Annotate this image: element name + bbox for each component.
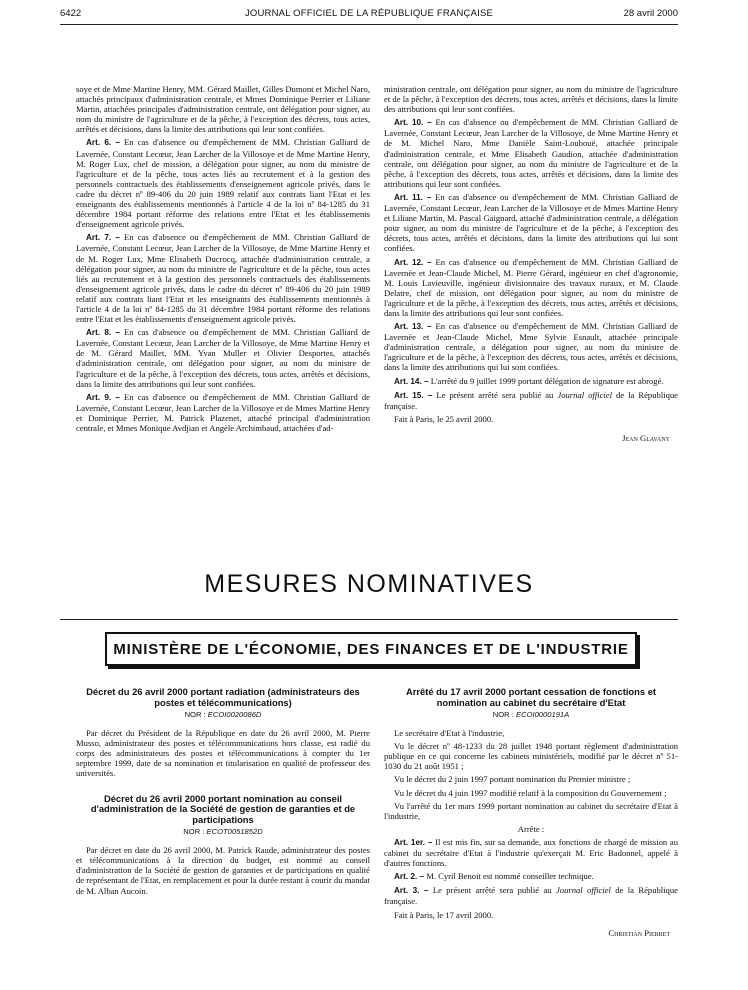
decree-body: Par décret du Président de la République en date du 26 avril 2000, M. Pierre Musso, administrateur des postes et télécommunications hors classe, est radié du corps des administrateurs des postes et télécommunications à compter du 1er septembre 1999, date de sa nomination et titularisation en qualité de professeur des universités. <box>76 728 370 779</box>
article-label: Art. 10. – <box>394 118 432 128</box>
continuation-text: ministration centrale, ont délégation pour signer, au nom du ministre de l'agriculture et de la pêche, à l'exception des décrets, tous actes, arrêtés et décisions, dans la limite des attributions qui leur sont confiées. <box>384 84 678 115</box>
article-text: En cas d'absence ou d'empêchement de MM. Christian Galliard de Lavernée et Jean-Claude Michel, Mme Sylvie Esnault, attachée principale d'administration centrale, a délégation pour signer, au nom du ministre de l'agriculture et de la pêche, à l'exception des décrets, tous actes, arrêtés et décisions, dans la limite des attributions qui lui sont confiées. <box>384 321 678 373</box>
decree-body: Par décret en date du 26 avril 2000, M. Patrick Raude, administrateur des postes et télécommunications à la direction du budget, est nommé au conseil d'administration de la Société de gestion de garanties et de participations en qualité de représentant de l'Etat, en remplacement et pour la durée restant à courir du mandat de M. Alban Aucoin. <box>76 845 370 896</box>
arrete-word: Arrête : <box>517 823 545 834</box>
article-11 <box>384 192 678 254</box>
ministry-name: MINISTÈRE DE L'ÉCONOMIE, DES FINANCES ET DE L'INDUSTRIE <box>113 640 629 658</box>
article-9 <box>76 392 370 433</box>
article-8 <box>76 327 370 389</box>
page-number: 6422 <box>60 8 82 19</box>
visa: Vu l'arrêté du 1er mars 1999 portant nomination au cabinet du secrétaire d'Etat à l'industrie, <box>384 800 678 821</box>
article-label: Art. 13. – <box>394 322 432 332</box>
top-left-column <box>76 84 370 436</box>
article-label: Art. 15. – <box>394 390 433 400</box>
article-14 <box>384 376 678 387</box>
article-text: En cas d'absence ou d'empêchement de MM. Christian Galliard de Lavernée et Jean-Claude Michel, M. Pierre Gérard, ingénieur en chef d'agronomie, M. Louis Lavieuville, ingénieur divisionnaire des travaux ruraux, et M. Claude Delatre, chef de mission, ont délégation pour signer, au nom du ministre de l'agriculture et de la pêche, à l'exception des décrets, tous actes, arrêtés et décisions, dans la limite des attributions qui leur sont confiées. <box>384 256 678 318</box>
article-text: M. Cyril Benoit est nommé conseiller technique. <box>426 871 594 882</box>
continuation-text: soye et de Mme Martine Henry, MM. Gérard Maillet, Gilles Dumont et Michel Naro, attachés principaux d'administration centrale, et Mmes Dominique Perrier et Liliane Martin, attachées principales d'administration centrale, ont délégation pour signer, au nom du ministre de l'agriculture et de la pêche, à l'exception des décrets, tous actes, arrêtés et décisions, dans la limite des attributions qui leur sont confiées. <box>76 84 370 135</box>
bottom-left-column <box>76 687 370 899</box>
article-text: Le présent arrêté sera publié au <box>432 885 556 896</box>
signature: Christian Pierret <box>608 928 670 939</box>
article-12 <box>384 257 678 319</box>
journal-name: Journal officiel <box>557 389 612 400</box>
arrete-intro: Le secrétaire d'Etat à l'industrie, <box>394 728 505 739</box>
article-label: Art. 2. – <box>394 872 425 882</box>
done-at: Fait à Paris, le 25 avril 2000. <box>394 413 494 424</box>
article-text-end: de la République française. <box>384 885 678 907</box>
article-text: En cas d'absence ou d'empêchement de MM. Christian Galliard de Lavernée, Constant Lecœur, Jean Larcher de la Villosoye, de Mme Martine Henry et de M. Gérard Maillet, MM. Yvan Muller et Olivier Desportes, attachés d'administration centrale, ont délégation pour signer, au nom du ministre de l'agriculture et de la pêche, à l'exception des décrets, tous actes, arrêtés et décisions, dans la limite des attributions qui leur sont confiées. <box>76 327 370 389</box>
section-title: MESURES NOMINATIVES <box>204 570 534 598</box>
journal-name: Journal officiel <box>555 885 611 896</box>
nor-label: NOR : <box>492 710 514 719</box>
article-label: Art. 7. – <box>86 233 120 243</box>
nor-code: ECOT0051852D <box>206 827 263 837</box>
decree-title: Décret du 26 avril 2000 portant nomination au conseil d'administration de la Société de gestion de garanties et de participations <box>90 792 356 825</box>
nor-label: NOR : <box>183 827 205 837</box>
article-3 <box>384 885 678 906</box>
article-7 <box>76 232 370 324</box>
ministry-heading <box>105 632 637 666</box>
article-label: Art. 3. – <box>394 886 429 896</box>
article-13 <box>384 321 678 372</box>
article-6 <box>76 137 370 229</box>
article-text: En cas d'absence ou d'empêchement de MM. Christian Galliard de Lavernée, Constant Lecœur, Jean Larcher de la Villosoye et de Mmes Martine Henry et Liliane Martin, M. Pascal Gaignard, attaché d'administration centrale, a délégation pour signer, au nom du ministre de l'agriculture et de la pêche, à l'exception des décrets, tous actes, arrêtés et décisions, dans la limite des attributions qui lui sont confiées. <box>384 191 678 254</box>
article-text: En cas d'absence ou d'empêchement de MM. Christian Galliard de Lavernée, Constant Lecœur, Jean Larcher de la Villosoye, de Mme Martine Henry et de M. Michel Naro, Mme Danièle Saint-Loubouë, attachée principale d'administration centrale, et Mme Elisabeth Gaudion, attachée d'administration centrale, ont délégation pour signer, au nom du ministre de l'agriculture et de la pêche, à l'exception des décrets, tous actes, arrêtés et décisions, dans la limite des attributions qui leur sont confiées. <box>384 117 678 189</box>
bottom-right-column <box>384 687 678 947</box>
article-text: Le présent arrêté sera publié au <box>436 389 558 400</box>
nor-label: NOR : <box>184 710 206 719</box>
article-label: Art. 11. – <box>394 192 432 202</box>
done-at: Fait à Paris, le 17 avril 2000. <box>394 909 494 920</box>
article-10 <box>384 117 678 189</box>
arrete-title: Arrêté du 17 avril 2000 portant cessation de fonctions et nomination au cabinet du secrétaire d'Etat <box>405 686 657 708</box>
nor-reference <box>384 710 678 720</box>
top-right-column <box>384 84 678 451</box>
article-text: En cas d'absence ou d'empêchement de MM. Christian Galliard de Lavernée, Constant Lecœur, Jean Larcher de la Villosoye et de Mmes Martine Henry et Dominique Perrier, M. Patrick Plazenet, attaché principal d'administration centrale, et Mmes Monique Avdjian et Angèle Archimbaud, attachées d'ad- <box>76 391 370 433</box>
article-label: Art. 1er. – <box>394 837 433 847</box>
article-label: Art. 8. – <box>86 328 120 338</box>
signature: Jean Glavany <box>622 432 670 443</box>
article-label: Art. 6. – <box>86 138 120 148</box>
header-rule <box>60 24 678 25</box>
article-text: En cas d'absence ou d'empêchement de MM. Christian Galliard de Lavernée, Constant Lecœur, Jean Larcher de la Villosoye, de Mme Martine Henry et de M. Roger Lux, Mme Elisabeth Ducrocq, attachée d'administration centrale, a délégation pour signer, au nom du ministre de l'agriculture et de la pêche, tous actes liés au recrutement et à la gestion des personnels contractuels des établissements d'enseignement agricole privés, dans le cadre du décret nº 89-406 du 20 juin 1989 relatif aux contrats liant l'Etat et les enseignants des établissements mentionnés à l'article 4 de la loi nº 84-1285 du 31 décembre 1984 portant réforme des relations entre l'Etat et les établissements d'enseignement agricole privés. <box>76 232 370 325</box>
visa: Vu le décret du 2 juin 1997 portant nomination du Premier ministre ; <box>394 774 631 785</box>
section-rule <box>60 619 678 620</box>
article-15 <box>384 390 678 411</box>
page-header <box>60 8 678 22</box>
article-text: En cas d'absence ou d'empêchement de MM. Christian Galliard de Lavernée, Constant Lecœur, Jean Larcher de la Villosoye et de Mme Martine Henry, M. Roger Lux, chef de mission, a délégation pour signer, au nom du ministre de l'agriculture et de la pêche, tous actes liés au recrutement et à la gestion des personnels contractuels des établissements d'enseignement agricole privés, dans le cadre du décret nº 89-406 du 20 juin 1989 relatif aux contrats liant l'Etat et les enseignants des établissements mentionnés à l'article 4 de la loi nº 84-1285 du 31 décembre 1984 portant réforme des relations entre l'Etat et les établissements d'enseignement agricole privés. <box>76 137 370 230</box>
article-text-end: de la République française. <box>384 389 678 411</box>
article-2 <box>384 871 678 882</box>
decree-title: Décret du 26 avril 2000 portant radiation (administrateurs des postes et télécommunications) <box>86 686 360 708</box>
article-text: Il est mis fin, sur sa demande, aux fonctions de chargé de mission au cabinet du secrétaire d'Etat à l'industrie qu'exerçait M. Eric Badonnel, appelé à d'autres fonctions. <box>384 836 679 869</box>
nor-reference <box>76 710 370 720</box>
nor-code: ECOI0020086D <box>207 710 262 719</box>
article-label: Art. 9. – <box>86 392 120 402</box>
article-label: Art. 12. – <box>394 257 432 267</box>
nor-code: ECOI0000191A <box>516 710 570 719</box>
article-1 <box>384 837 678 868</box>
issue-date: 28 avril 2000 <box>623 8 678 19</box>
visa: Vu le décret nº 48-1233 du 28 juillet 1948 portant règlement d'administration publique en ce qui concerne les cabinets ministériels, modifié par le décret nº 51-1030 du 21 août 1951 ; <box>384 741 678 772</box>
article-label: Art. 14. – <box>394 376 429 386</box>
nor-reference <box>76 827 370 837</box>
journal-title: JOURNAL OFFICIEL DE LA RÉPUBLIQUE FRANÇAISE <box>244 8 494 19</box>
article-text: L'arrêté du 9 juillet 1999 portant délégation de signature est abrogé. <box>430 375 664 386</box>
visa: Vu le décret du 4 juin 1997 modifié relatif à la composition du Gouvernement ; <box>394 787 667 798</box>
